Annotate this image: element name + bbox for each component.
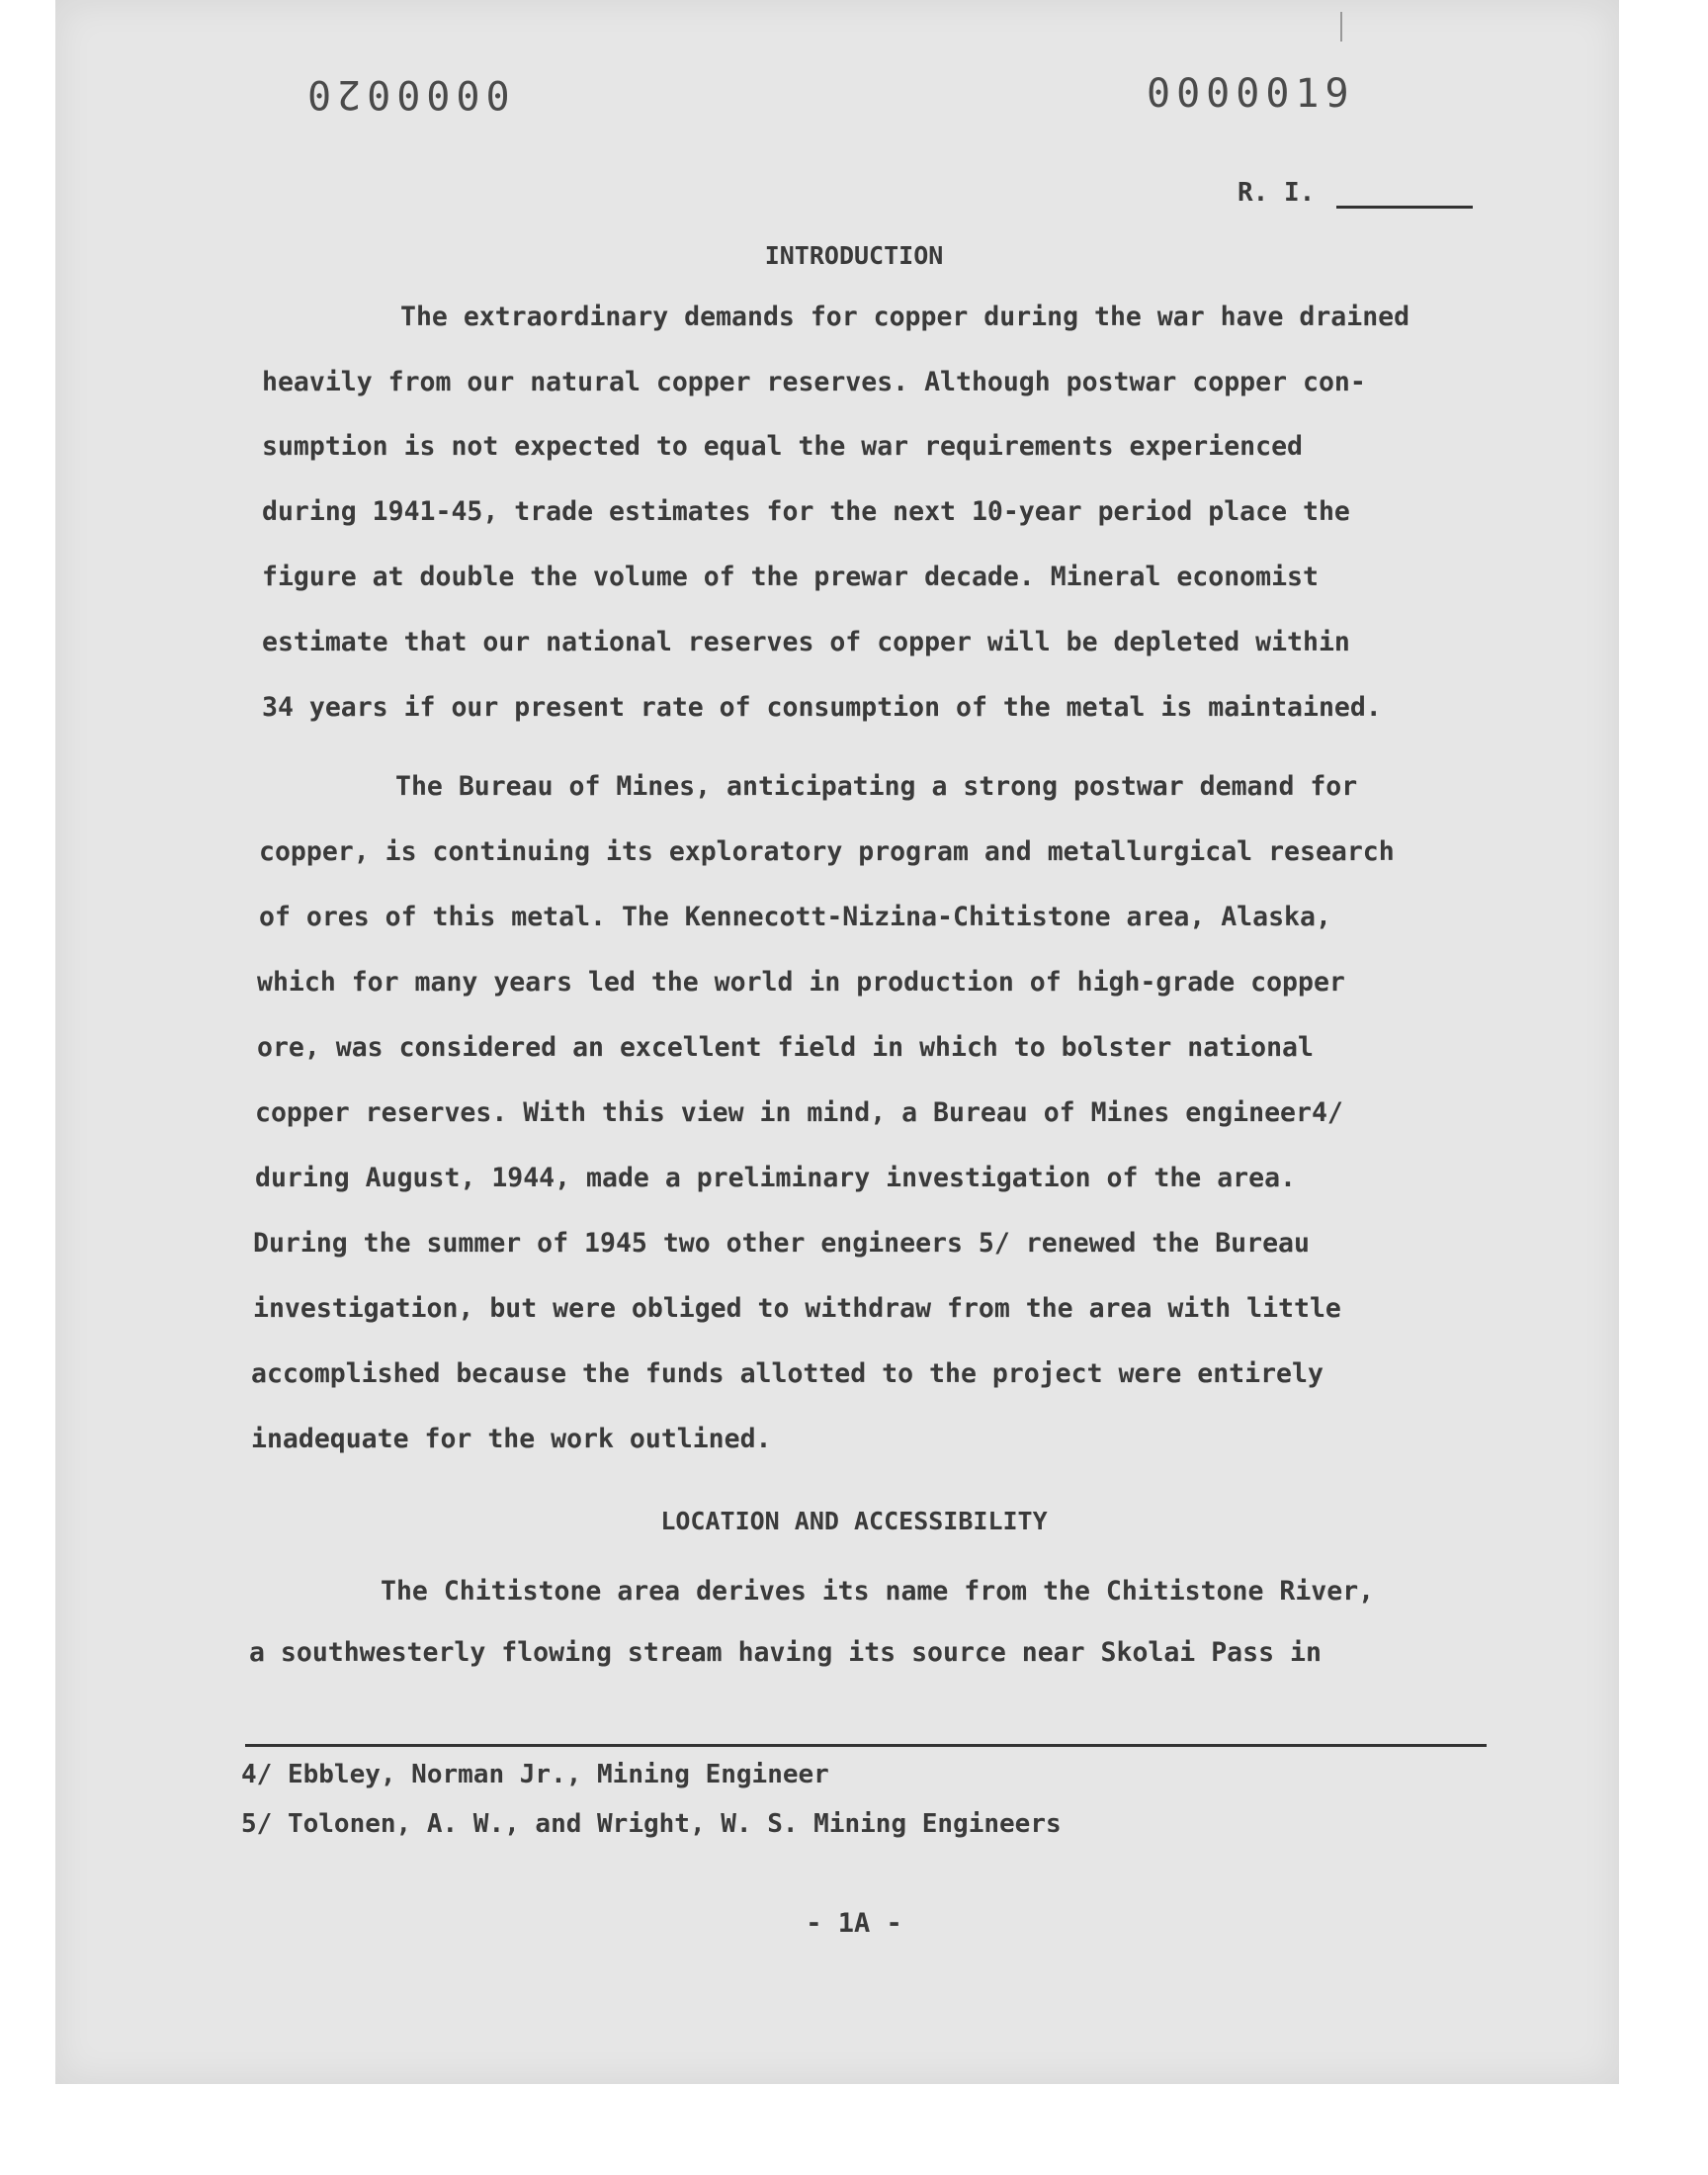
- introduction-heading: INTRODUCTION: [764, 241, 944, 270]
- body-line: of ores of this metal. The Kennecott-Nizina-Chitistone area, Alaska,: [259, 902, 1331, 932]
- body-line: ore, was considered an excellent field in which to bolster national: [257, 1032, 1314, 1063]
- body-line: which for many years led the world in production of high-grade copper: [257, 967, 1345, 998]
- body-line: sumption is not expected to equal the war requirements experienced: [262, 431, 1303, 462]
- footnote-divider: [245, 1744, 1487, 1747]
- body-line: during 1941-45, trade estimates for the next 10-year period place the: [262, 496, 1350, 527]
- body-line: a southwesterly flowing stream having its source near Skolai Pass in: [249, 1637, 1322, 1668]
- body-line: The Chitistone area derives its name from the Chitistone River,: [381, 1576, 1375, 1607]
- body-line: copper, is continuing its exploratory program and metallurgical research: [259, 836, 1395, 867]
- body-line: 34 years if our present rate of consumption of the metal is maintained.: [262, 692, 1382, 723]
- stamp-number: 0000019: [1147, 71, 1355, 117]
- body-line: figure at double the volume of the prewar decade. Mineral economist: [262, 562, 1319, 592]
- footnote: 5/ Tolonen, A. W., and Wright, W. S. Mining Engineers: [241, 1809, 1062, 1839]
- body-line: during August, 1944, made a preliminary investigation of the area.: [255, 1163, 1296, 1193]
- body-line: copper reserves. With this view in mind, a Bureau of Mines engineer4/: [255, 1097, 1343, 1128]
- body-line: inadequate for the work outlined.: [251, 1424, 772, 1454]
- footnote: 4/ Ebbley, Norman Jr., Mining Engineer: [241, 1760, 829, 1789]
- page-number: - 1A -: [806, 1908, 902, 1939]
- body-line: The Bureau of Mines, anticipating a strong postwar demand for: [395, 771, 1358, 802]
- body-line: The extraordinary demands for copper during the war have drained: [400, 302, 1410, 332]
- report-label: R. I.: [1238, 178, 1316, 208]
- body-line: estimate that our national reserves of copper will be depleted within: [262, 627, 1350, 657]
- report-number-blank: [1336, 206, 1473, 209]
- edge-mark: [1340, 12, 1342, 42]
- body-line: investigation, but were obliged to withdraw from the area with little: [253, 1293, 1341, 1324]
- body-line: heavily from our natural copper reserves. Although postwar copper con-: [262, 367, 1366, 397]
- location-heading: LOCATION AND ACCESSIBILITY: [660, 1507, 1048, 1535]
- body-line: accomplished because the funds allotted to the project were entirely: [251, 1358, 1324, 1389]
- body-line: During the summer of 1945 two other engineers 5/ renewed the Bureau: [253, 1228, 1310, 1259]
- stamp-number-inverted: 0000020: [301, 71, 510, 117]
